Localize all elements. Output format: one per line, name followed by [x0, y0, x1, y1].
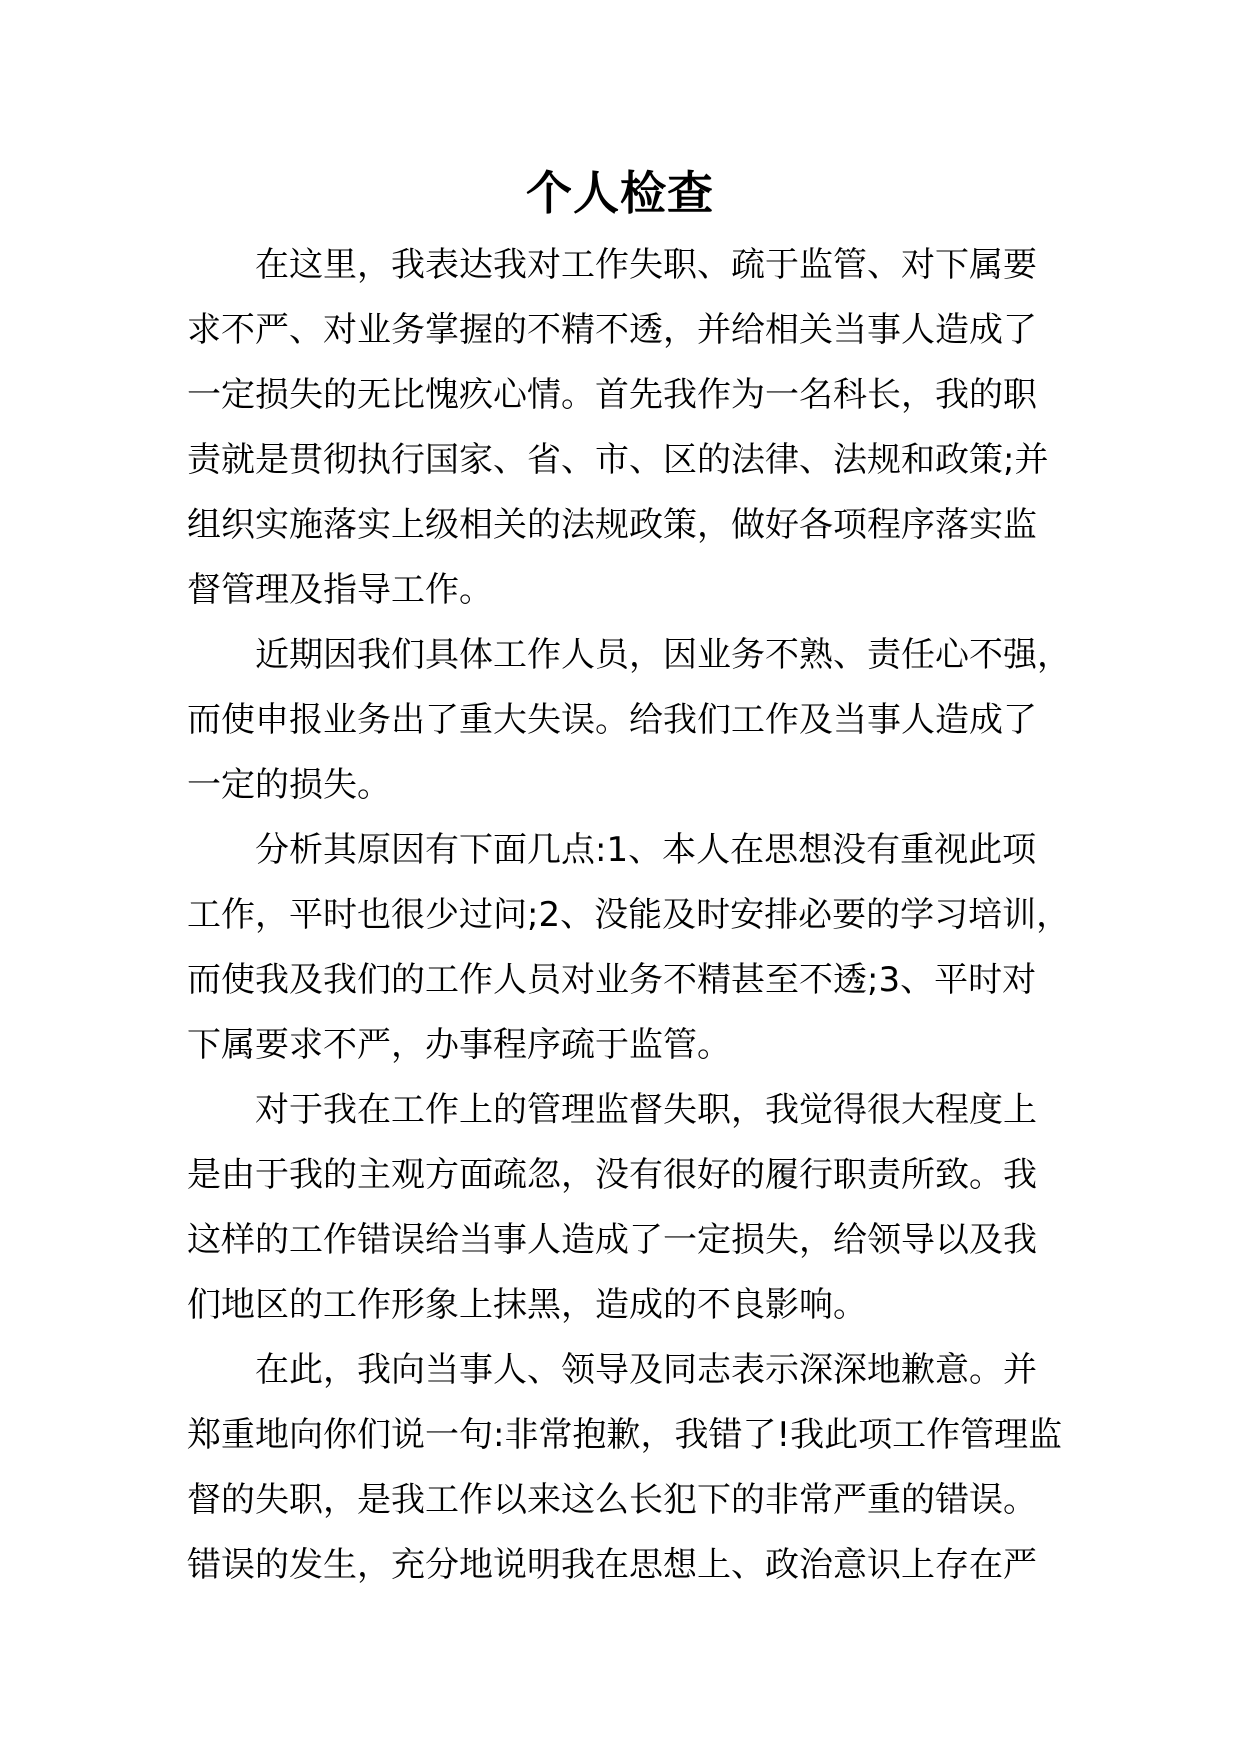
paragraph-4-line-3: 这样的工作错误给当事人造成了一定损失，给领导以及我: [187, 1220, 1037, 1260]
paragraph-3-line-3: 而使我及我们的工作人员对业务不精甚至不透;3、平时对: [187, 960, 1037, 1000]
paragraph-3-line-1: 分析其原因有下面几点:1、本人在思想没有重视此项: [255, 830, 1037, 870]
document-title: 个人检查: [526, 166, 714, 220]
paragraph-2-line-3: 一定的损失。: [187, 765, 391, 805]
paragraph-3-line-2: 工作，平时也很少过问;2、没能及时安排必要的学习培训，: [187, 895, 1071, 935]
paragraph-5-line-4: 错误的发生，充分地说明我在思想上、政治意识上存在严: [187, 1545, 1037, 1585]
paragraph-1-line-1: 在这里，我表达我对工作失职、疏于监管、对下属要: [255, 245, 1037, 285]
paragraph-3-line-4: 下属要求不严，办事程序疏于监管。: [187, 1025, 731, 1065]
paragraph-4-line-2: 是由于我的主观方面疏忽，没有很好的履行职责所致。我: [187, 1155, 1037, 1195]
paragraph-4-line-1: 对于我在工作上的管理监督失职，我觉得很大程度上: [255, 1090, 1037, 1130]
paragraph-5-line-3: 督的失职，是我工作以来这么长犯下的非常严重的错误。: [187, 1480, 1037, 1520]
paragraph-1-line-2: 求不严、对业务掌握的不精不透，并给相关当事人造成了: [187, 310, 1037, 350]
paragraph-5-line-1: 在此，我向当事人、领导及同志表示深深地歉意。并: [255, 1350, 1037, 1390]
paragraph-4-line-4: 们地区的工作形象上抹黑，造成的不良影响。: [187, 1285, 867, 1325]
paragraph-2-line-1: 近期因我们具体工作人员，因业务不熟、责任心不强，: [255, 635, 1071, 675]
paragraph-5-line-2: 郑重地向你们说一句:非常抱歉，我错了!我此项工作管理监: [187, 1415, 1063, 1455]
paragraph-2-line-2: 而使申报业务出了重大失误。给我们工作及当事人造成了: [187, 700, 1037, 740]
paragraph-1-line-4: 责就是贯彻执行国家、省、市、区的法律、法规和政策;并: [187, 440, 1049, 480]
paragraph-1-line-5: 组织实施落实上级相关的法规政策，做好各项程序落实监: [187, 505, 1037, 545]
document-body: [187, 233, 1071, 1598]
paragraph-1-line-3: 一定损失的无比愧疚心情。首先我作为一名科长，我的职: [187, 375, 1037, 415]
paragraph-1-line-6: 督管理及指导工作。: [187, 570, 493, 610]
